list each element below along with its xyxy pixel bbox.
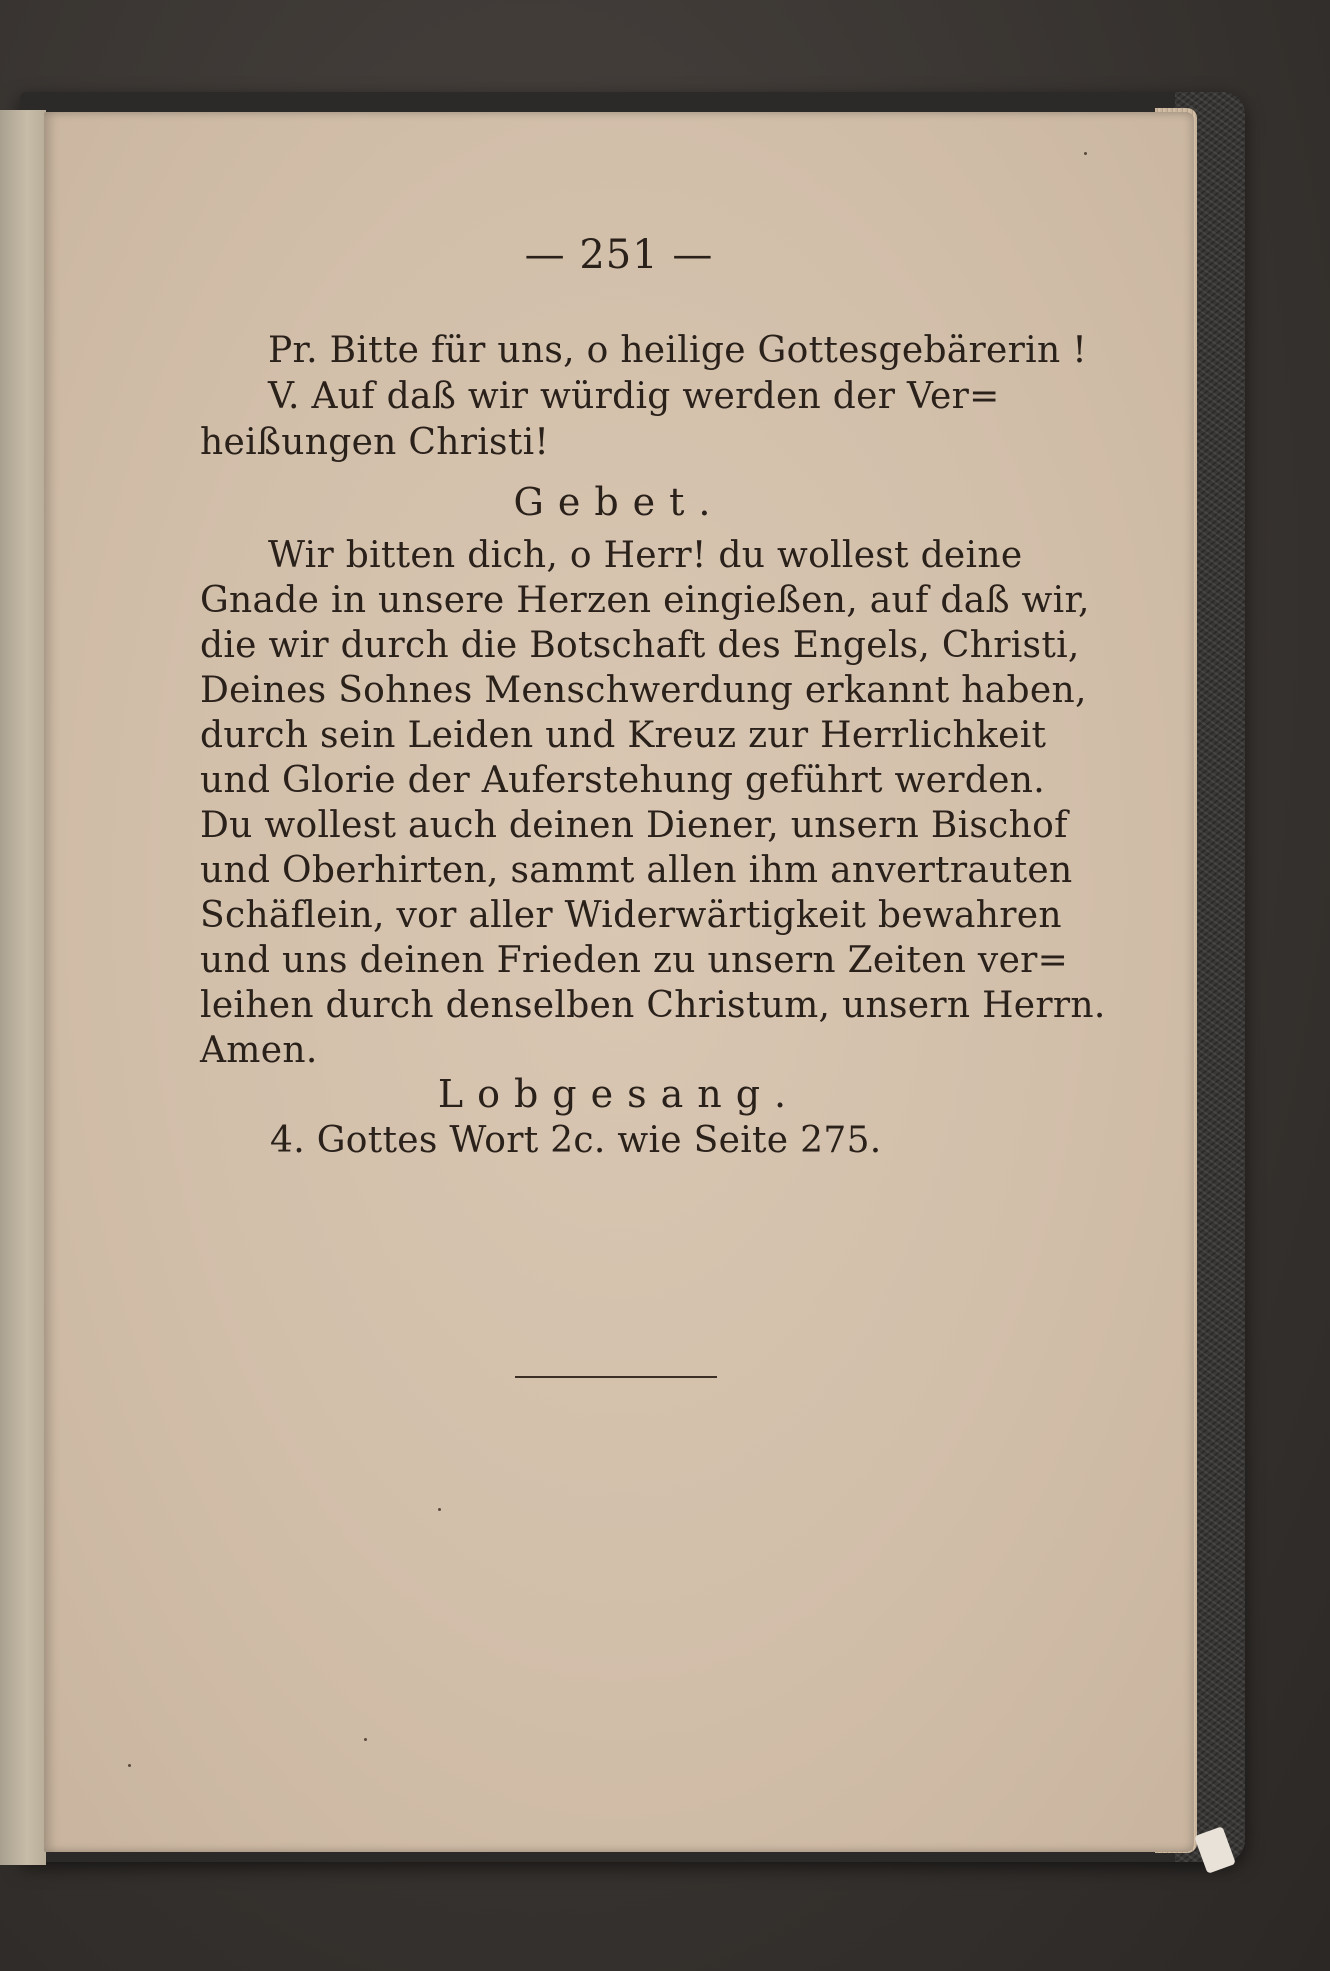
heading-lobgesang: Lobgesang.: [437, 1072, 801, 1116]
paper-speck: [1084, 152, 1087, 155]
book-page: [44, 112, 1194, 1852]
text-line-reference: 4. Gottes Wort 2c. wie Seite 275.: [270, 1120, 882, 1161]
text-line: Amen.: [200, 1030, 318, 1071]
text-line: Deines Sohnes Menschwerdung erkannt haben,: [200, 670, 1087, 711]
text-line: leihen durch denselben Christum, unsern Herrn.: [200, 985, 1106, 1026]
divider-rule: [515, 1376, 717, 1378]
paper-speck: [364, 1738, 367, 1741]
page-number: — 251 —: [524, 232, 714, 278]
facing-page-edge: [0, 110, 46, 1865]
text-line: Gnade in unsere Herzen eingießen, auf daß wir,: [200, 580, 1090, 621]
text-line: Pr. Bitte für uns, o heilige Gottesgebärerin !: [268, 330, 1087, 371]
text-line: Du wollest auch deinen Diener, unsern Bischof: [200, 805, 1068, 846]
text-line: die wir durch die Botschaft des Engels, Christi,: [200, 625, 1080, 666]
text-line: V. Auf daß wir würdig werden der Ver=: [268, 376, 1000, 417]
text-line: heißungen Christi!: [200, 422, 550, 463]
text-line: und uns deinen Frieden zu unsern Zeiten ver=: [200, 940, 1069, 981]
text-line: Wir bitten dich, o Herr! du wollest deine: [268, 535, 1023, 576]
text-line: und Glorie der Auferstehung geführt werden.: [200, 760, 1045, 801]
text-line: durch sein Leiden und Kreuz zur Herrlichkeit: [200, 715, 1047, 756]
text-line: und Oberhirten, sammt allen ihm anvertrauten: [200, 850, 1073, 891]
paper-speck: [128, 1764, 131, 1767]
paper-speck: [438, 1508, 441, 1511]
heading-gebet: Gebet.: [513, 480, 725, 524]
text-line: Schäflein, vor aller Widerwärtigkeit bewahren: [200, 895, 1062, 936]
